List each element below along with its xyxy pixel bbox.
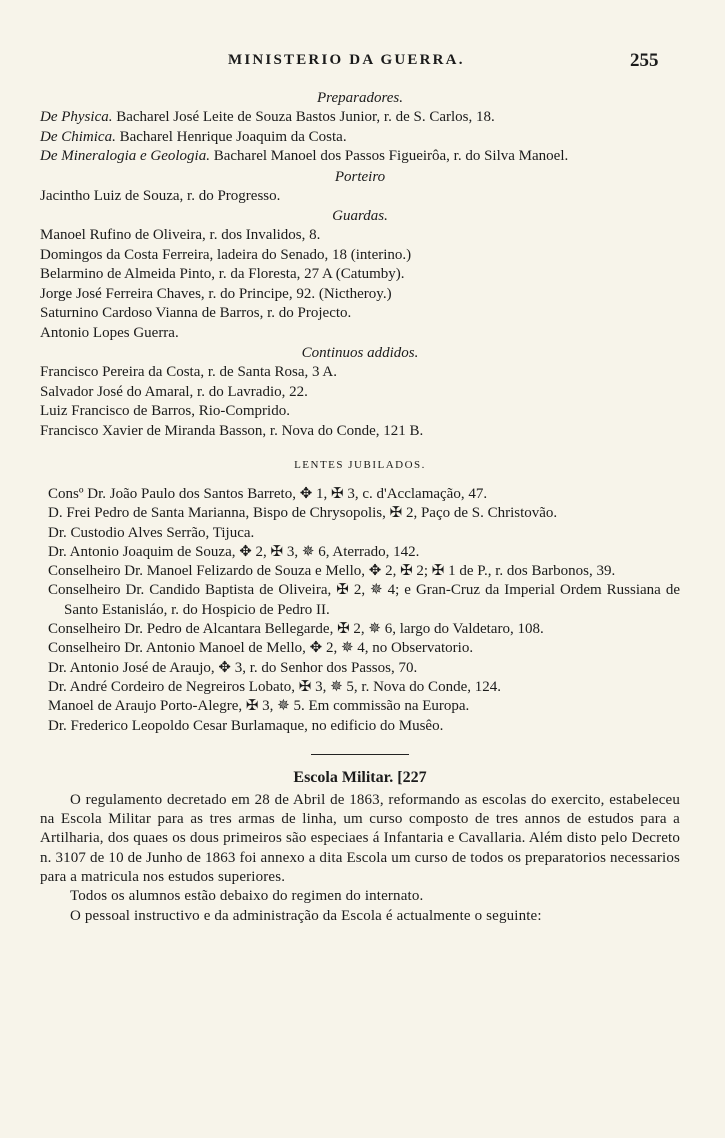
lente-entry: Manoel de Araujo Porto-Alegre, ✠ 3, ✵ 5. Em commissão na Europa.: [48, 698, 470, 715]
guarda-entry: Saturnino Cardoso Vianna de Barros, r. do Projecto.: [40, 305, 352, 321]
section-heading-lentes-jubilados: LENTES JUBILADOS.: [294, 459, 426, 471]
lente-entry: Consº Dr. João Paulo dos Santos Barreto, ✥ 1, ✠ 3, c. d'Acclamação, 47.: [48, 486, 488, 502]
lente-entry: Conselheiro Dr. Antonio Manoel de Mello, ✥ 2, ✵ 4, no Observatorio.: [48, 640, 474, 657]
escola-paragraph: Todos os alumnos estão debaixo do regimen do internato.: [70, 888, 424, 905]
guarda-entry: Manoel Rufino de Oliveira, r. dos Invalidos, 8.: [40, 227, 321, 243]
running-head-title: MINISTERIO DA GUERRA.: [228, 52, 465, 68]
running-head: [0, 52, 725, 78]
lente-entry: Dr. Antonio Joaquim de Souza, ✥ 2, ✠ 3, ✵ 6, Aterrado, 142.: [48, 543, 420, 560]
guarda-entry: Belarmino de Almeida Pinto, r. da Floresta, 27 A (Catumby).: [40, 266, 405, 282]
porteiro-entry: Jacintho Luiz de Souza, r. do Progresso.: [40, 187, 281, 204]
escola-militar-heading: Escola Militar. [227: [293, 768, 427, 786]
subject-label: De Chimica.: [40, 128, 116, 145]
escola-paragraph: O pessoal instructivo e da administração da Escola é actualmente o seguinte:: [70, 907, 542, 924]
lente-entry: D. Frei Pedro de Santa Marianna, Bispo de Chrysopolis, ✠ 2, Paço de S. Christovão.: [48, 505, 558, 522]
preparador-entry: [40, 128, 680, 148]
continuo-entry: Luiz Francisco de Barros, Rio-Comprido.: [40, 403, 290, 419]
entry-text: Bacharel Henrique Joaquim da Costa.: [119, 128, 347, 145]
page-number: 255: [630, 50, 659, 71]
continuo-entry: Francisco Pereira da Costa, r. de Santa Rosa, 3 A.: [40, 364, 338, 380]
subject-label: De Mineralogia e Geologia.: [40, 148, 210, 164]
continuo-entry: Francisco Xavier de Miranda Basson, r. Nova do Conde, 121 B.: [40, 422, 424, 439]
lente-entry: Dr. André Cordeiro de Negreiros Lobato, ✠ 3, ✵ 5, r. Nova do Conde, 124.: [48, 678, 501, 695]
preparador-entry: [40, 108, 680, 128]
lente-entry: Dr. Frederico Leopoldo Cesar Burlamaque, no edificio do Musêo.: [48, 717, 444, 734]
entry-text: Bacharel José Leite de Souza Bastos Junior, r. de S. Carlos, 18.: [116, 109, 495, 125]
section-heading-preparadores: Preparadores.: [317, 90, 403, 106]
lente-entry: Conselheiro Dr. Candido Baptista de Oliveira, ✠ 2, ✵ 4; e Gran-Cruz da Imperial Ordem Russiana de Santo Estanisláo, r. do Hospicio de Pedro II.: [48, 582, 680, 618]
lente-entry: Conselheiro Dr. Manoel Felizardo de Souza e Mello, ✥ 2, ✠ 2; ✠ 1 de P., r. dos Barbonos, 39.: [48, 563, 616, 580]
lente-entry: Conselheiro Dr. Pedro de Alcantara Bellegarde, ✠ 2, ✵ 6, largo do Valdetaro, 108.: [48, 621, 544, 638]
subject-label: De Physica.: [40, 109, 113, 125]
section-heading-porteiro: Porteiro: [334, 168, 386, 185]
page-content: [40, 88, 680, 926]
lente-entry: Dr. Custodio Alves Serrão, Tijuca.: [48, 524, 255, 541]
guarda-entry: Jorge José Ferreira Chaves, r. do Principe, 92. (Nictheroy.): [40, 285, 392, 302]
section-heading-guardas: Guardas.: [332, 208, 388, 224]
guarda-entry: Domingos da Costa Ferreira, ladeira do Senado, 18 (interino.): [40, 246, 412, 263]
preparador-entry: [40, 147, 680, 167]
escola-paragraph: O regulamento decretado em 28 de Abril de 1863, reformando as escolas do exercito, estabeleceu na Escola Militar para as tres armas de linha, um curso composto de tres annos de estudos para a Artilharia, dos quaes os dous primeiros são especiaes á Infantaria e Cavallaria. Além disto pelo Decreto n. 3107 de 10 de Junho de 1863 foi annexo a dita Escola um curso de todos os preparatorios necessarios para a matricula nos estudos superiores.: [40, 791, 680, 886]
continuo-entry: Salvador José do Amaral, r. do Lavradio, 22.: [40, 383, 308, 400]
entry-text: Bacharel Manoel dos Passos Figueirôa, r. do Silva Manoel.: [213, 148, 569, 164]
section-divider: [311, 754, 409, 755]
lente-entry: Dr. Antonio José de Araujo, ✥ 3, r. do Senhor dos Passos, 70.: [48, 659, 418, 676]
guarda-entry: Antonio Lopes Guerra.: [40, 324, 179, 341]
section-heading-continuos: Continuos addidos.: [301, 345, 419, 361]
